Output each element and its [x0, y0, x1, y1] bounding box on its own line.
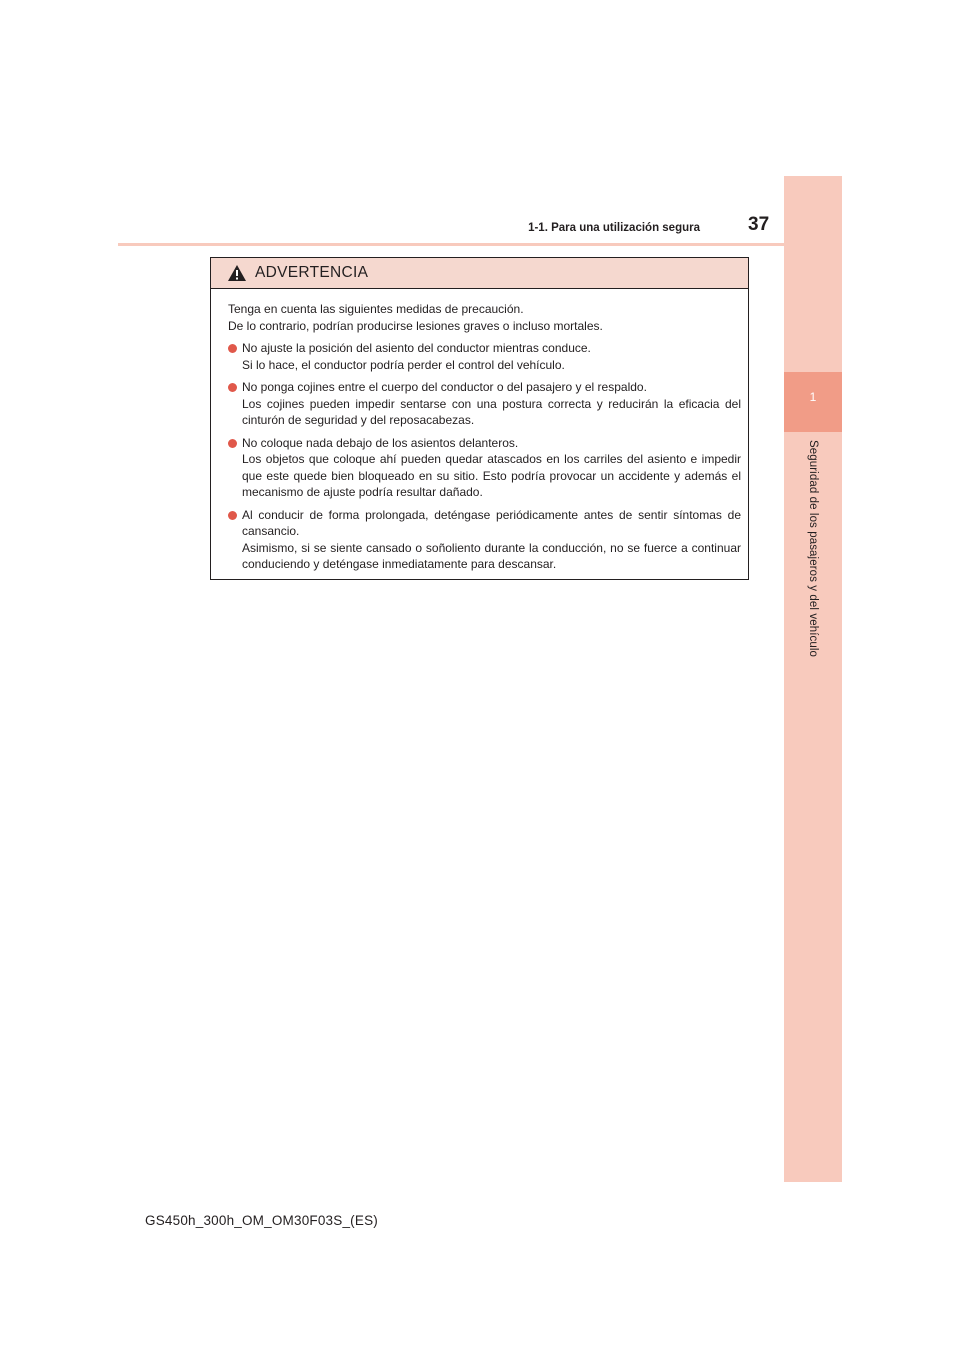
- warning-item-heading: No coloque nada debajo de los asientos delanteros.: [242, 435, 519, 450]
- warning-triangle-icon: [227, 264, 247, 282]
- bullet-icon: [228, 383, 237, 392]
- warning-title: ADVERTENCIA: [255, 264, 369, 281]
- warning-box: [210, 257, 749, 580]
- warning-item-heading: No ajuste la posición del asiento del conductor mientras conduce.: [242, 341, 591, 355]
- bullet-icon: [228, 344, 237, 353]
- warning-body: [211, 289, 748, 573]
- bullet-icon: [228, 511, 237, 520]
- section-title: 1-1. Para una utilización segura: [528, 222, 700, 234]
- warning-item: [228, 507, 741, 573]
- chapter-label-text: Seguridad de los pasajeros y del vehículo: [807, 440, 819, 657]
- warning-item: [228, 340, 741, 373]
- warning-item-detail: Asimismo, si se siente cansado o soñoliento durante la conducción, no se fuerce a continuar conduciendo y deténgase inmediatamente para descansar.: [242, 540, 741, 571]
- chapter-label: [784, 440, 842, 680]
- warning-header: [211, 258, 748, 289]
- document-code: GS450h_300h_OM_OM30F03S_(ES): [145, 1213, 378, 1228]
- warning-item-detail: Los cojines pueden impedir sentarse con una postura correcta y reducirán la eficacia del cinturón de seguridad y del reposacabezas.: [242, 396, 741, 427]
- warning-item-heading: No ponga cojines entre el cuerpo del conductor o del pasajero y el respaldo.: [242, 380, 647, 394]
- warning-item: [228, 435, 741, 501]
- warning-item: [228, 379, 741, 429]
- chapter-number: 1: [809, 390, 817, 404]
- warning-item-detail: Si lo hace, el conductor podría perder el control del vehículo.: [242, 357, 565, 372]
- warning-intro-line: Tenga en cuenta las siguientes medidas de precaución.: [228, 302, 524, 316]
- bullet-icon: [228, 439, 237, 448]
- header-rule: [118, 243, 842, 246]
- warning-item-detail: Los objetos que coloque ahí pueden quedar atascados en los carriles del asiento e impedir que este quede bien bloqueado en su sitio. Esto podría provocar un accidente y además el mecanismo de ajuste podría resultar dañado.: [242, 452, 741, 499]
- warning-item-heading: Al conducir de forma prolongada, deténgase periódicamente antes de sentir síntomas de cansancio.: [242, 507, 741, 538]
- warning-intro-line: De lo contrario, podrían producirse lesiones graves o incluso mortales.: [228, 318, 603, 333]
- page-number: 37: [748, 214, 770, 235]
